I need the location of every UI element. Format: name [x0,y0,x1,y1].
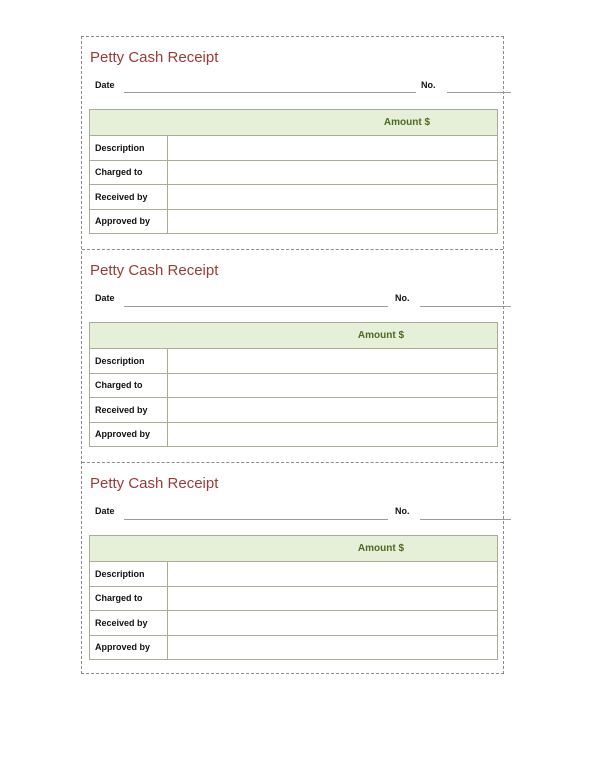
number-label: No. [421,80,436,90]
receipt-sheet [81,36,504,674]
received-by-field[interactable] [168,185,498,210]
receipt-title: Petty Cash Receipt [90,49,219,66]
charged-to-field[interactable] [168,373,498,398]
description-field[interactable] [168,562,498,587]
table-row [90,635,498,660]
receipt-1 [82,37,503,250]
amount-header: Amount $ [357,543,404,554]
table-row [90,422,498,447]
amount-header: Amount $ [383,117,430,128]
charged-to-field[interactable] [168,160,498,185]
date-field[interactable] [124,92,416,93]
number-field[interactable] [447,92,511,93]
row-label-description: Description [90,136,168,161]
number-field[interactable] [420,306,511,307]
row-label-charged-to: Charged to [90,586,168,611]
table-row [90,398,498,423]
row-label-received-by: Received by [90,185,168,210]
row-label-approved-by: Approved by [90,635,168,660]
number-label: No. [395,506,410,516]
row-label-description: Description [90,562,168,587]
table-row [90,185,498,210]
amount-header-cell [90,323,498,349]
table-header-row [90,323,498,349]
amount-header: Amount $ [357,330,404,341]
number-label: No. [395,293,410,303]
row-label-received-by: Received by [90,611,168,636]
date-label: Date [95,80,115,90]
table-row [90,136,498,161]
table-row [90,160,498,185]
table-row [90,562,498,587]
receipt-table [89,322,498,447]
receipt-title: Petty Cash Receipt [90,475,219,492]
receipt-3 [82,462,503,675]
table-header-row [90,110,498,136]
row-label-received-by: Received by [90,398,168,423]
row-label-approved-by: Approved by [90,422,168,447]
receipt-table [89,535,498,660]
date-field[interactable] [124,306,388,307]
approved-by-field[interactable] [168,422,498,447]
table-row [90,586,498,611]
date-field[interactable] [124,519,388,520]
approved-by-field[interactable] [168,635,498,660]
table-header-row [90,536,498,562]
row-label-charged-to: Charged to [90,160,168,185]
charged-to-field[interactable] [168,586,498,611]
number-field[interactable] [420,519,511,520]
received-by-field[interactable] [168,611,498,636]
description-field[interactable] [168,349,498,374]
approved-by-field[interactable] [168,209,498,234]
table-row [90,349,498,374]
description-field[interactable] [168,136,498,161]
received-by-field[interactable] [168,398,498,423]
amount-header-cell [90,110,498,136]
row-label-approved-by: Approved by [90,209,168,234]
table-row [90,209,498,234]
date-label: Date [95,293,115,303]
receipt-2 [82,249,503,462]
receipt-title: Petty Cash Receipt [90,262,219,279]
table-row [90,373,498,398]
receipt-table [89,109,498,234]
date-label: Date [95,506,115,516]
table-row [90,611,498,636]
row-label-charged-to: Charged to [90,373,168,398]
amount-header-cell [90,536,498,562]
row-label-description: Description [90,349,168,374]
